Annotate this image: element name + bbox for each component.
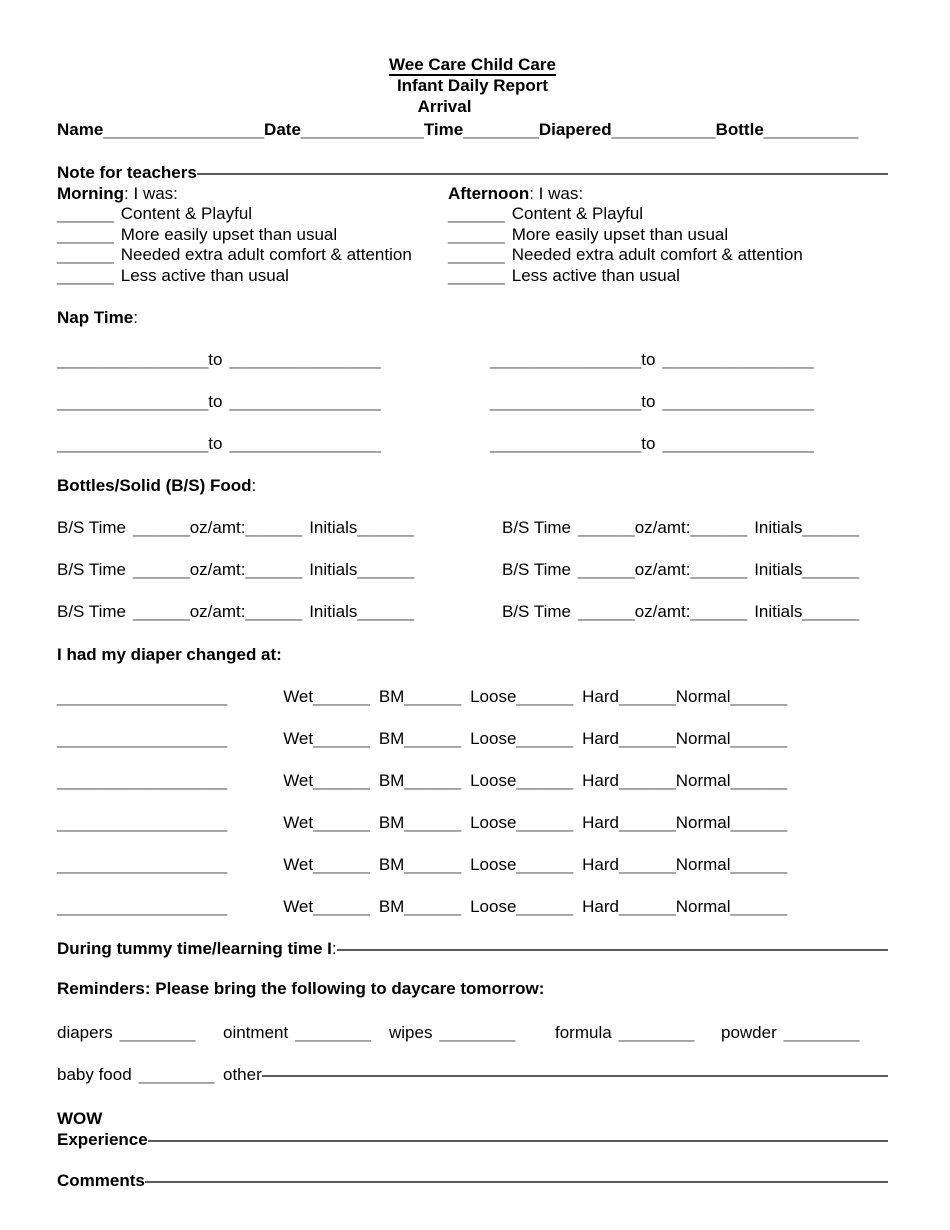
ointment-field [223,1022,389,1043]
bs-time-label: B/S Time [502,518,571,537]
oz-amt-blank: ______ [245,602,303,621]
normal-label: Normal [675,771,731,790]
loose-field [470,854,573,875]
oz-amt-label: oz/amt: [189,518,246,537]
food-colon: : [251,476,257,495]
normal-field [676,686,788,707]
powder-field [721,1022,859,1043]
arrival-time-blank: ________ [463,120,539,139]
wet-blank: ______ [313,687,370,706]
date-blank: _____________ [300,120,424,139]
normal-label: Normal [675,813,731,832]
hard-field [582,686,676,707]
option-blank: ______ [57,204,114,223]
initials-blank: ______ [357,518,415,537]
diaper-time-blank: __________________ [57,855,228,874]
nap-entry [490,349,888,370]
hard-blank: ______ [619,687,676,706]
diaper-options [283,812,787,833]
wet-label: Wet [283,813,314,832]
bs-time-label: B/S Time [57,602,126,621]
experience-label: Experience [57,1130,148,1149]
nap-to-blank: ________________ [662,350,814,369]
to-label: to [208,434,223,453]
formula-blank: ________ [618,1023,695,1042]
to-label: to [208,350,223,369]
bs-time-label: B/S Time [502,560,571,579]
note-for-teachers-row [57,162,888,183]
baby-food-blank: ________ [138,1065,215,1084]
option-blank: ______ [448,204,505,223]
wet-blank: ______ [313,813,370,832]
nap-time-label: Nap Time [57,308,134,327]
tummy-time-row [57,938,888,959]
morning-suffix: : I was: [124,184,178,203]
loose-blank: ______ [516,687,574,706]
loose-field [470,896,573,917]
formula-label: formula [555,1023,612,1042]
hard-field [582,728,676,749]
bs-time-label: B/S Time [57,518,126,537]
food-entry [502,559,888,580]
diapers-field [57,1022,223,1043]
diapers-blank: ________ [119,1023,196,1042]
nap-row [57,433,888,454]
diaper-row [57,896,888,917]
bm-field [379,686,461,707]
food-entry [57,559,502,580]
bs-time-blank: ______ [132,560,190,579]
to-label: to [641,434,656,453]
wet-field [283,812,370,833]
bm-field [379,896,461,917]
baby-food-label: baby food [57,1065,132,1084]
initials-label: Initials [754,602,803,621]
wet-label: Wet [283,729,314,748]
form-title [57,54,888,75]
wet-blank: ______ [313,771,370,790]
option-blank: ______ [57,245,114,264]
wet-field [283,896,370,917]
other-label: other [223,1065,262,1084]
nap-from-blank: ________________ [57,392,209,411]
diaper-time-blank: __________________ [57,771,228,790]
nap-row [57,349,888,370]
nap-from-blank: ________________ [490,434,642,453]
food-entry [57,517,502,538]
morning-option-row [57,204,448,225]
hard-field [582,854,676,875]
diaper-options [283,854,787,875]
nap-to-blank: ________________ [229,350,381,369]
bm-field [379,770,461,791]
bm-field [379,812,461,833]
mood-option: More easily upset than usual [511,224,729,244]
oz-amt-label: oz/amt: [634,602,691,621]
bs-time-blank: ______ [577,560,635,579]
reminders-row-2 [57,1064,888,1085]
food-row [57,517,888,538]
normal-field [676,896,788,917]
diaper-time-blank: __________________ [57,729,228,748]
diaper-row [57,812,888,833]
initials-blank: ______ [357,602,415,621]
diaper-row [57,728,888,749]
comments-row [57,1170,888,1191]
oz-amt-blank: ______ [690,518,748,537]
header-fields-row [57,119,888,140]
afternoon-option-row [448,266,888,287]
normal-blank: ______ [730,897,788,916]
loose-label: Loose [470,855,517,874]
loose-blank: ______ [516,729,574,748]
nap-to-blank: ________________ [229,392,381,411]
food-row [57,601,888,622]
form-header [57,54,888,117]
tummy-time-label: During tummy time/learning time I [57,939,332,958]
wet-blank: ______ [313,729,370,748]
formula-field [555,1022,721,1043]
mood-option: Content & Playful [120,204,253,223]
morning-option-row [57,245,448,266]
diaper-options [283,896,787,917]
bm-field [379,854,461,875]
food-entry [502,601,888,622]
food-heading [57,475,888,496]
loose-label: Loose [470,687,517,706]
oz-amt-label: oz/amt: [634,560,691,579]
bm-blank: ______ [404,897,462,916]
diaper-options [283,686,787,707]
ointment-blank: ________ [295,1023,371,1042]
normal-label: Normal [675,729,731,748]
diaper-time-blank: __________________ [57,687,228,706]
mood-option: Needed extra adult comfort & attention [511,245,803,264]
hard-label: Hard [582,687,619,706]
date-label: Date [264,120,301,139]
normal-label: Normal [675,897,731,916]
afternoon-suffix: : I was: [529,184,584,203]
loose-field [470,686,573,707]
powder-label: powder [721,1023,777,1042]
bm-label: BM [378,813,405,832]
food-label: Bottles/Solid (B/S) Food [57,476,252,495]
nap-from-blank: ________________ [57,350,209,369]
afternoon-heading [448,183,888,204]
morning-option-row [57,225,448,246]
loose-label: Loose [470,771,517,790]
option-blank: ______ [57,265,114,285]
diapers-label: diapers [57,1023,113,1042]
oz-amt-blank: ______ [245,518,303,537]
diaper-row [57,686,888,707]
diapered-blank: ___________ [611,120,716,139]
nap-to-blank: ________________ [662,392,814,411]
bottle-label: Bottle [715,120,764,139]
normal-field [676,812,788,833]
oz-amt-label: oz/amt: [189,602,246,621]
reminders-row-1 [57,1022,888,1043]
option-blank: ______ [57,224,114,244]
initials-label: Initials [309,602,358,621]
loose-label: Loose [470,897,517,916]
oz-amt-blank: ______ [690,560,748,579]
food-entry [502,517,888,538]
initials-label: Initials [309,560,358,579]
option-blank: ______ [448,265,505,285]
hard-blank: ______ [619,771,676,790]
initials-blank: ______ [357,560,415,579]
bm-blank: ______ [404,813,462,832]
normal-blank: ______ [730,771,788,790]
form-subtitle: Infant Daily Report [396,76,549,95]
normal-field [676,728,788,749]
diaper-row [57,770,888,791]
nap-time-heading [57,307,888,328]
oz-amt-label: oz/amt: [189,560,246,579]
wipes-label: wipes [389,1023,433,1042]
diaper-heading: I had my diaper changed at: [57,645,282,664]
bm-label: BM [378,771,405,790]
tummy-time-colon: : [331,939,337,958]
morning-option-row [57,266,448,287]
form-title-text: Wee Care Child Care [389,55,556,74]
hard-blank: ______ [619,813,676,832]
loose-field [470,728,573,749]
wet-field [283,686,370,707]
baby-food-field [57,1064,223,1085]
wet-field [283,728,370,749]
bm-field [379,728,461,749]
hard-label: Hard [582,855,619,874]
bm-blank: ______ [404,855,462,874]
wet-blank: ______ [313,897,370,916]
arrival-time-label: Time [423,120,464,139]
option-blank: ______ [448,224,505,244]
wipes-field [389,1022,555,1043]
diaper-time-blank: __________________ [57,813,228,832]
normal-field [676,770,788,791]
food-row [57,559,888,580]
nap-entry [57,391,490,412]
nap-row [57,391,888,412]
nap-time-colon: : [133,308,138,327]
option-blank: ______ [448,245,505,264]
hard-field [582,896,676,917]
diaper-options [283,770,787,791]
afternoon-column [448,183,888,286]
nap-to-blank: ________________ [229,434,381,453]
normal-blank: ______ [730,729,788,748]
loose-field [470,770,573,791]
powder-blank: ________ [783,1023,860,1042]
bs-time-blank: ______ [132,602,190,621]
diaper-time-blank: __________________ [57,897,228,916]
diaper-options [283,728,787,749]
mood-section [57,183,888,286]
normal-blank: ______ [730,813,788,832]
bs-time-blank: ______ [577,518,635,537]
initials-label: Initials [754,518,803,537]
wet-label: Wet [283,855,314,874]
reminders-heading: Reminders: Please bring the following to daycare tomorrow: [57,979,545,998]
hard-label: Hard [582,771,619,790]
loose-label: Loose [470,729,517,748]
hard-label: Hard [582,729,619,748]
arrival-label: Arrival [417,97,472,116]
morning-heading [57,183,448,204]
afternoon-option-row [448,225,888,246]
wipes-blank: ________ [439,1023,516,1042]
hard-blank: ______ [619,897,676,916]
wet-label: Wet [283,687,314,706]
bs-time-label: B/S Time [502,602,571,621]
loose-blank: ______ [516,897,574,916]
normal-label: Normal [675,855,731,874]
comments-label: Comments [57,1171,145,1190]
wow-experience-row [57,1129,888,1150]
hard-blank: ______ [619,729,676,748]
note-for-teachers-label: Note for teachers [57,163,197,182]
wet-field [283,770,370,791]
wet-blank: ______ [313,855,370,874]
mood-option: More easily upset than usual [120,224,338,244]
bottle-blank: __________ [763,120,859,139]
hard-field [582,812,676,833]
loose-label: Loose [470,813,517,832]
afternoon-option-row [448,204,888,225]
nap-to-blank: ________________ [662,434,814,453]
mood-option: Needed extra adult comfort & attention [120,245,412,264]
ointment-label: ointment [223,1023,289,1042]
bm-label: BM [378,897,405,916]
morning-column [57,183,448,286]
loose-blank: ______ [516,813,574,832]
loose-field [470,812,573,833]
loose-blank: ______ [516,771,574,790]
name-blank: _________________ [103,120,265,139]
loose-blank: ______ [516,855,574,874]
diaper-row [57,854,888,875]
mood-option: Less active than usual [120,265,289,285]
bs-time-blank: ______ [577,602,635,621]
initials-blank: ______ [802,518,860,537]
normal-field [676,854,788,875]
bm-label: BM [378,855,405,874]
initials-label: Initials [309,518,358,537]
mood-option: Content & Playful [511,204,644,223]
normal-label: Normal [675,687,731,706]
nap-entry [490,391,888,412]
wet-field [283,854,370,875]
to-label: to [208,392,223,411]
name-label: Name [57,120,104,139]
hard-label: Hard [582,813,619,832]
nap-from-blank: ________________ [490,350,642,369]
bm-blank: ______ [404,771,462,790]
bs-time-label: B/S Time [57,560,126,579]
nap-entry [57,433,490,454]
bm-label: BM [378,729,405,748]
nap-from-blank: ________________ [490,392,642,411]
to-label: to [641,350,656,369]
normal-blank: ______ [730,855,788,874]
wet-label: Wet [283,771,314,790]
to-label: to [641,392,656,411]
initials-blank: ______ [802,560,860,579]
afternoon-label: Afternoon [448,184,530,203]
wow-label: WOW [57,1109,103,1128]
oz-amt-label: oz/amt: [634,518,691,537]
nap-entry [490,433,888,454]
food-entry [57,601,502,622]
oz-amt-blank: ______ [690,602,748,621]
bs-time-blank: ______ [132,518,190,537]
hard-field [582,770,676,791]
mood-option: Less active than usual [511,265,680,285]
initials-label: Initials [754,560,803,579]
initials-blank: ______ [802,602,860,621]
bm-blank: ______ [404,729,462,748]
oz-amt-blank: ______ [245,560,303,579]
afternoon-option-row [448,245,888,266]
wet-label: Wet [283,897,314,916]
hard-label: Hard [582,897,619,916]
nap-entry [57,349,490,370]
bm-label: BM [378,687,405,706]
bm-blank: ______ [404,687,462,706]
diapered-label: Diapered [538,120,612,139]
hard-blank: ______ [619,855,676,874]
normal-blank: ______ [730,687,788,706]
nap-from-blank: ________________ [57,434,209,453]
morning-label: Morning [57,184,125,203]
